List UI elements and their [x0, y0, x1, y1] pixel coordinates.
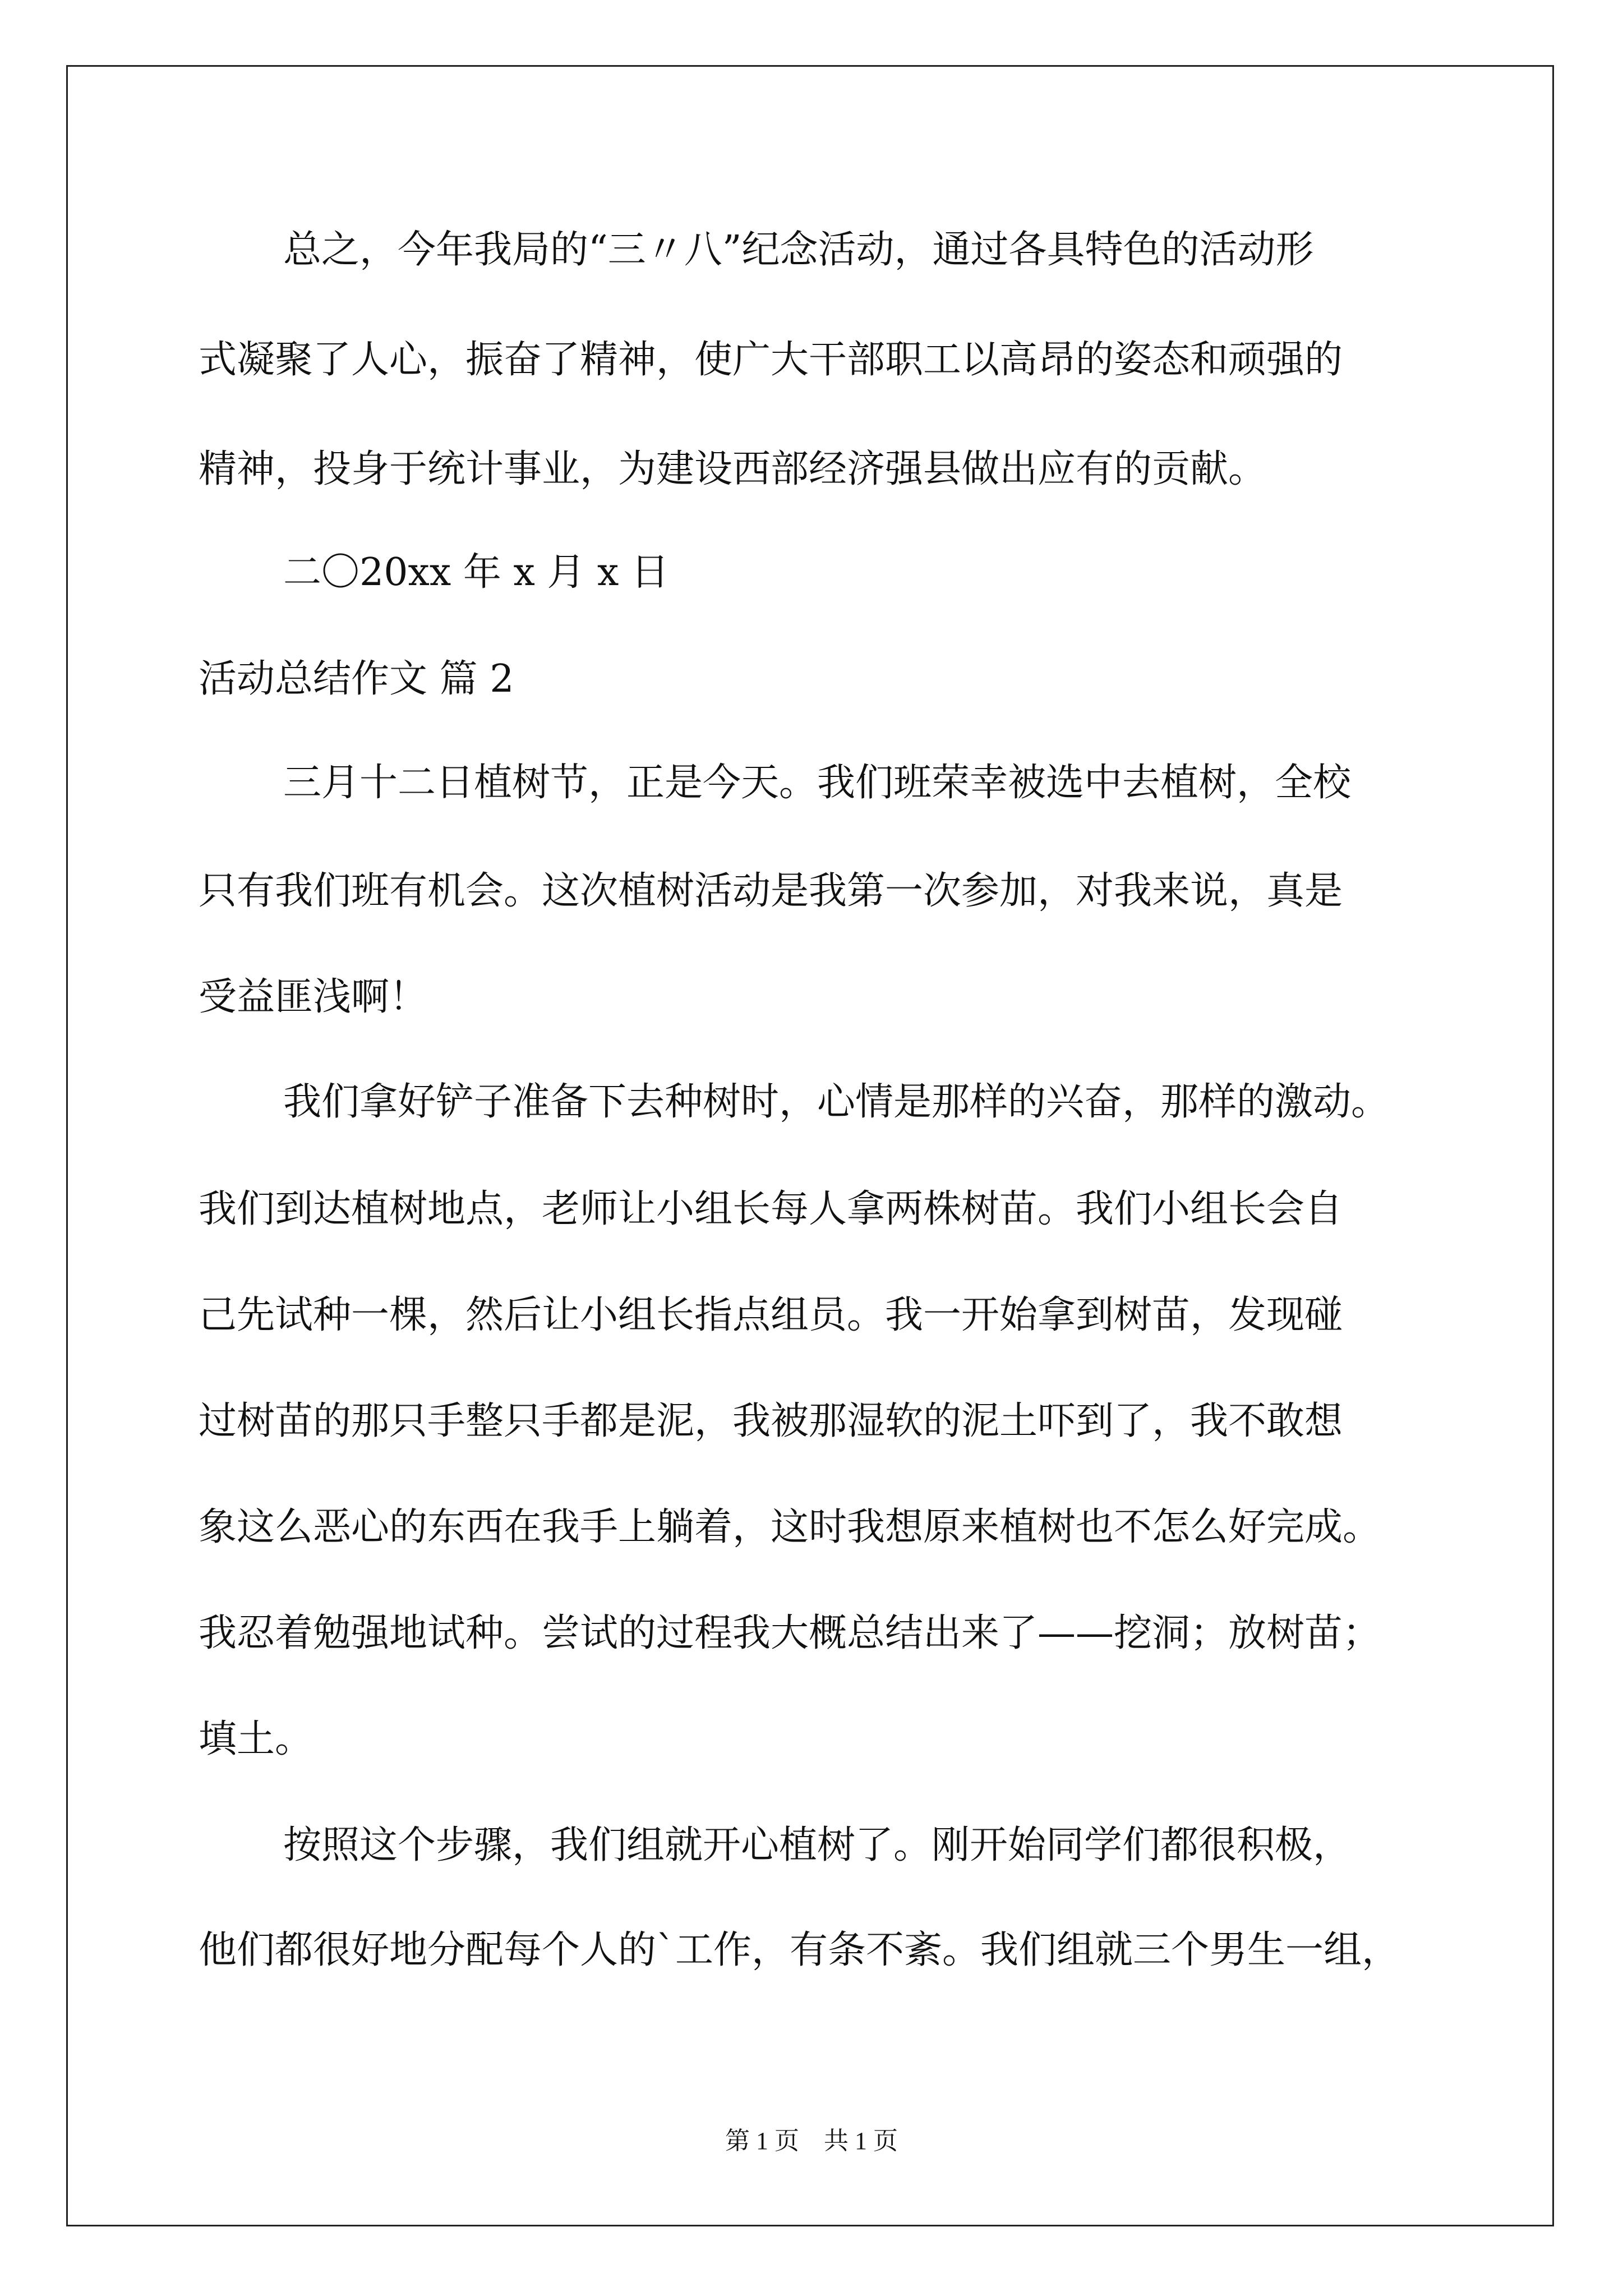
- text-line-9: 我们拿好铲子准备下去种树时，心情是那样的兴奋，那样的激动。: [283, 1080, 1390, 1124]
- text-line-17: 他们都很好地分配每个人的`工作，有条不紊。我们组就三个男生一组，: [199, 1928, 1400, 1972]
- text-line-3: 精神，投身于统计事业，为建设西部经济强县做出应有的贡献。: [199, 447, 1267, 491]
- text-line-1: 总之，今年我局的“三〃八”纪念活动，通过各具特色的活动形: [283, 228, 1314, 272]
- text-line-14: 我忍着勉强地试种。尝试的过程我大概总结出来了——挖洞；放树苗；: [199, 1611, 1381, 1655]
- text-line-13: 象这么恶心的东西在我手上躺着，这时我想原来植树也不怎么好完成。: [199, 1505, 1381, 1549]
- text-line-15: 填土。: [199, 1717, 313, 1761]
- text-line-2: 式凝聚了人心，振奋了精神，使广大干部职工以高昂的姿态和顽强的: [199, 338, 1343, 382]
- text-line-10: 我们到达植树地点，老师让小组长每人拿两株树苗。我们小组长会自: [199, 1187, 1343, 1231]
- page-footer: 第 1 页 共 1 页: [725, 2127, 898, 2155]
- date-line: 二〇20xx 年 x 月 x 日: [283, 550, 670, 595]
- text-line-11: 己先试种一棵，然后让小组长指点组员。我一开始拿到树苗，发现碰: [199, 1293, 1343, 1337]
- text-line-16: 按照这个步骤，我们组就开心植树了。刚开始同学们都很积极，: [283, 1823, 1352, 1867]
- text-line-7: 只有我们班有机会。这次植树活动是我第一次参加，对我来说，真是: [199, 869, 1343, 913]
- text-line-6: 三月十二日植树节，正是今天。我们班荣幸被选中去植树，全校: [283, 761, 1352, 805]
- text-line-12: 过树苗的那只手整只手都是泥，我被那湿软的泥土吓到了，我不敢想: [199, 1399, 1343, 1443]
- text-line-8: 受益匪浅啊！: [199, 975, 428, 1019]
- section-heading: 活动总结作文 篇 2: [199, 657, 514, 701]
- page-border: [66, 65, 1554, 2226]
